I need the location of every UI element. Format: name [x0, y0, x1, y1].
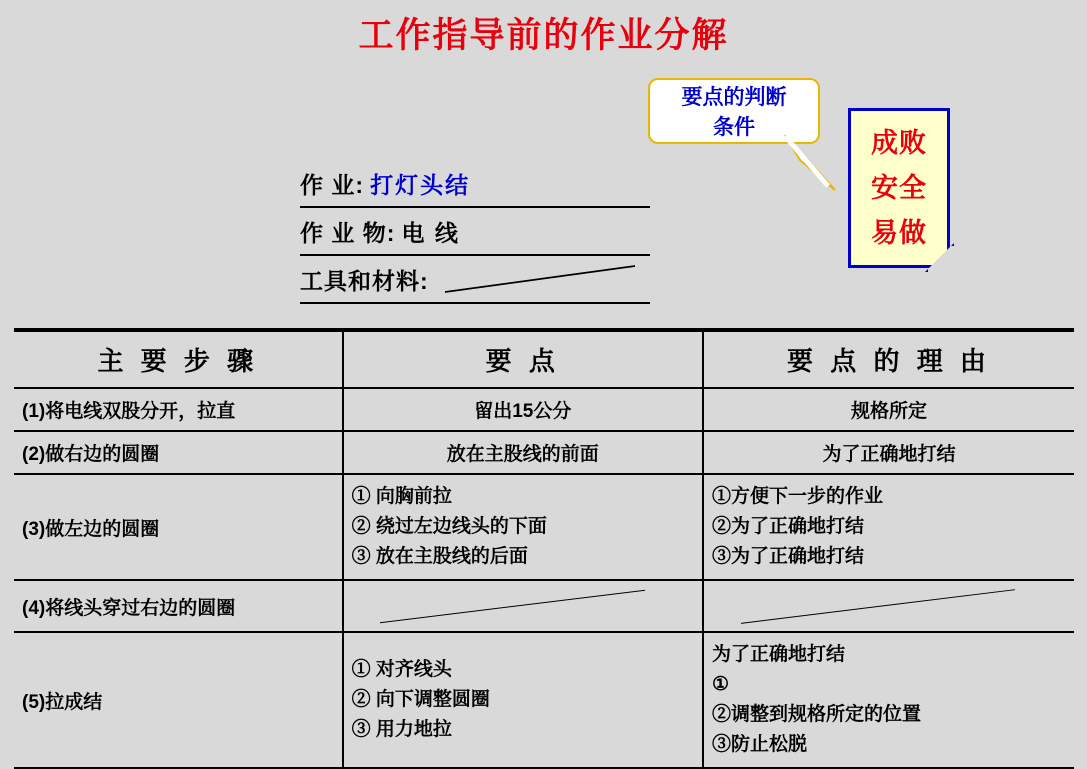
- empty-point-cell: [352, 588, 694, 624]
- cell-reason-list: [703, 632, 1074, 768]
- note-line-2: 安全: [871, 173, 927, 203]
- reason-item: ①方便下一步的作业: [711, 486, 883, 507]
- info-row-task: [300, 160, 650, 208]
- table-row: [14, 431, 1074, 474]
- callout-line-2: 条件: [713, 116, 755, 139]
- cell-point-list: [343, 632, 703, 768]
- reason-item: ③防止松脱: [711, 734, 807, 755]
- column-header-key-points: 要 点: [343, 330, 703, 388]
- status-note: [848, 108, 950, 268]
- assignment-info: [300, 160, 650, 304]
- info-row-material: [300, 208, 650, 256]
- column-header-reasons: 要 点 的 理 由: [703, 330, 1074, 388]
- cell-point: 留出15公分: [343, 388, 703, 431]
- table-row: [14, 580, 1074, 632]
- table-row: [14, 632, 1074, 768]
- tools-strike-line-icon: [445, 264, 645, 296]
- cell-step: (4)将线头穿过右边的圆圈: [14, 580, 343, 632]
- point-item: ② 向下调整圆圈: [351, 689, 490, 710]
- reason-item: 为了正确地打结: [711, 644, 845, 665]
- info-label-material: 作 业 物:: [300, 219, 396, 246]
- cell-step: (2)做右边的圆圈: [14, 431, 343, 474]
- cell-reason: 规格所定: [703, 388, 1074, 431]
- cell-step: (3)做左边的圆圈: [14, 474, 343, 580]
- point-item: ① 对齐线头: [351, 659, 452, 680]
- reason-item: ③为了正确地打结: [711, 546, 864, 567]
- point-item: ② 绕过左边线头的下面: [351, 516, 547, 537]
- cell-point-list: [343, 474, 703, 580]
- strike-line-icon: [741, 589, 1015, 624]
- cell-point-empty: [343, 580, 703, 632]
- point-item: ③ 用力地拉: [351, 719, 452, 740]
- column-header-steps: 主 要 步 骤: [14, 330, 343, 388]
- table-header-row: [14, 330, 1074, 388]
- info-label-task: 作 业:: [300, 171, 365, 198]
- callout-bubble: [648, 78, 820, 144]
- info-value-task: 打灯头结: [370, 171, 471, 198]
- note-line-3: 易做: [871, 218, 927, 248]
- info-row-tools: [300, 256, 650, 304]
- callout-line-1: 要点的判断: [681, 86, 787, 109]
- cell-point: 放在主股线的前面: [343, 431, 703, 474]
- reason-item: ②调整到规格所定的位置: [711, 704, 921, 725]
- info-label-tools: 工具和材料:: [300, 267, 429, 294]
- cell-reason: 为了正确地打结: [703, 431, 1074, 474]
- cell-reason-empty: [703, 580, 1074, 632]
- empty-reason-cell: [712, 588, 1066, 624]
- info-value-material: 电 线: [401, 219, 460, 246]
- reason-item: ①: [711, 674, 730, 695]
- job-breakdown-table: [14, 328, 1074, 769]
- note-line-1: 成败: [871, 128, 927, 158]
- strike-line-icon: [380, 590, 645, 624]
- table-row: [14, 388, 1074, 431]
- cell-step: (1)将电线双股分开，拉直: [14, 388, 343, 431]
- cell-step: (5)拉成结: [14, 632, 343, 768]
- cell-reason-list: [703, 474, 1074, 580]
- page-title: 工作指导前的作业分解: [358, 16, 729, 55]
- point-item: ① 向胸前拉: [351, 486, 452, 507]
- reason-item: ②为了正确地打结: [711, 516, 864, 537]
- point-item: ③ 放在主股线的后面: [351, 546, 528, 567]
- table-row: [14, 474, 1074, 580]
